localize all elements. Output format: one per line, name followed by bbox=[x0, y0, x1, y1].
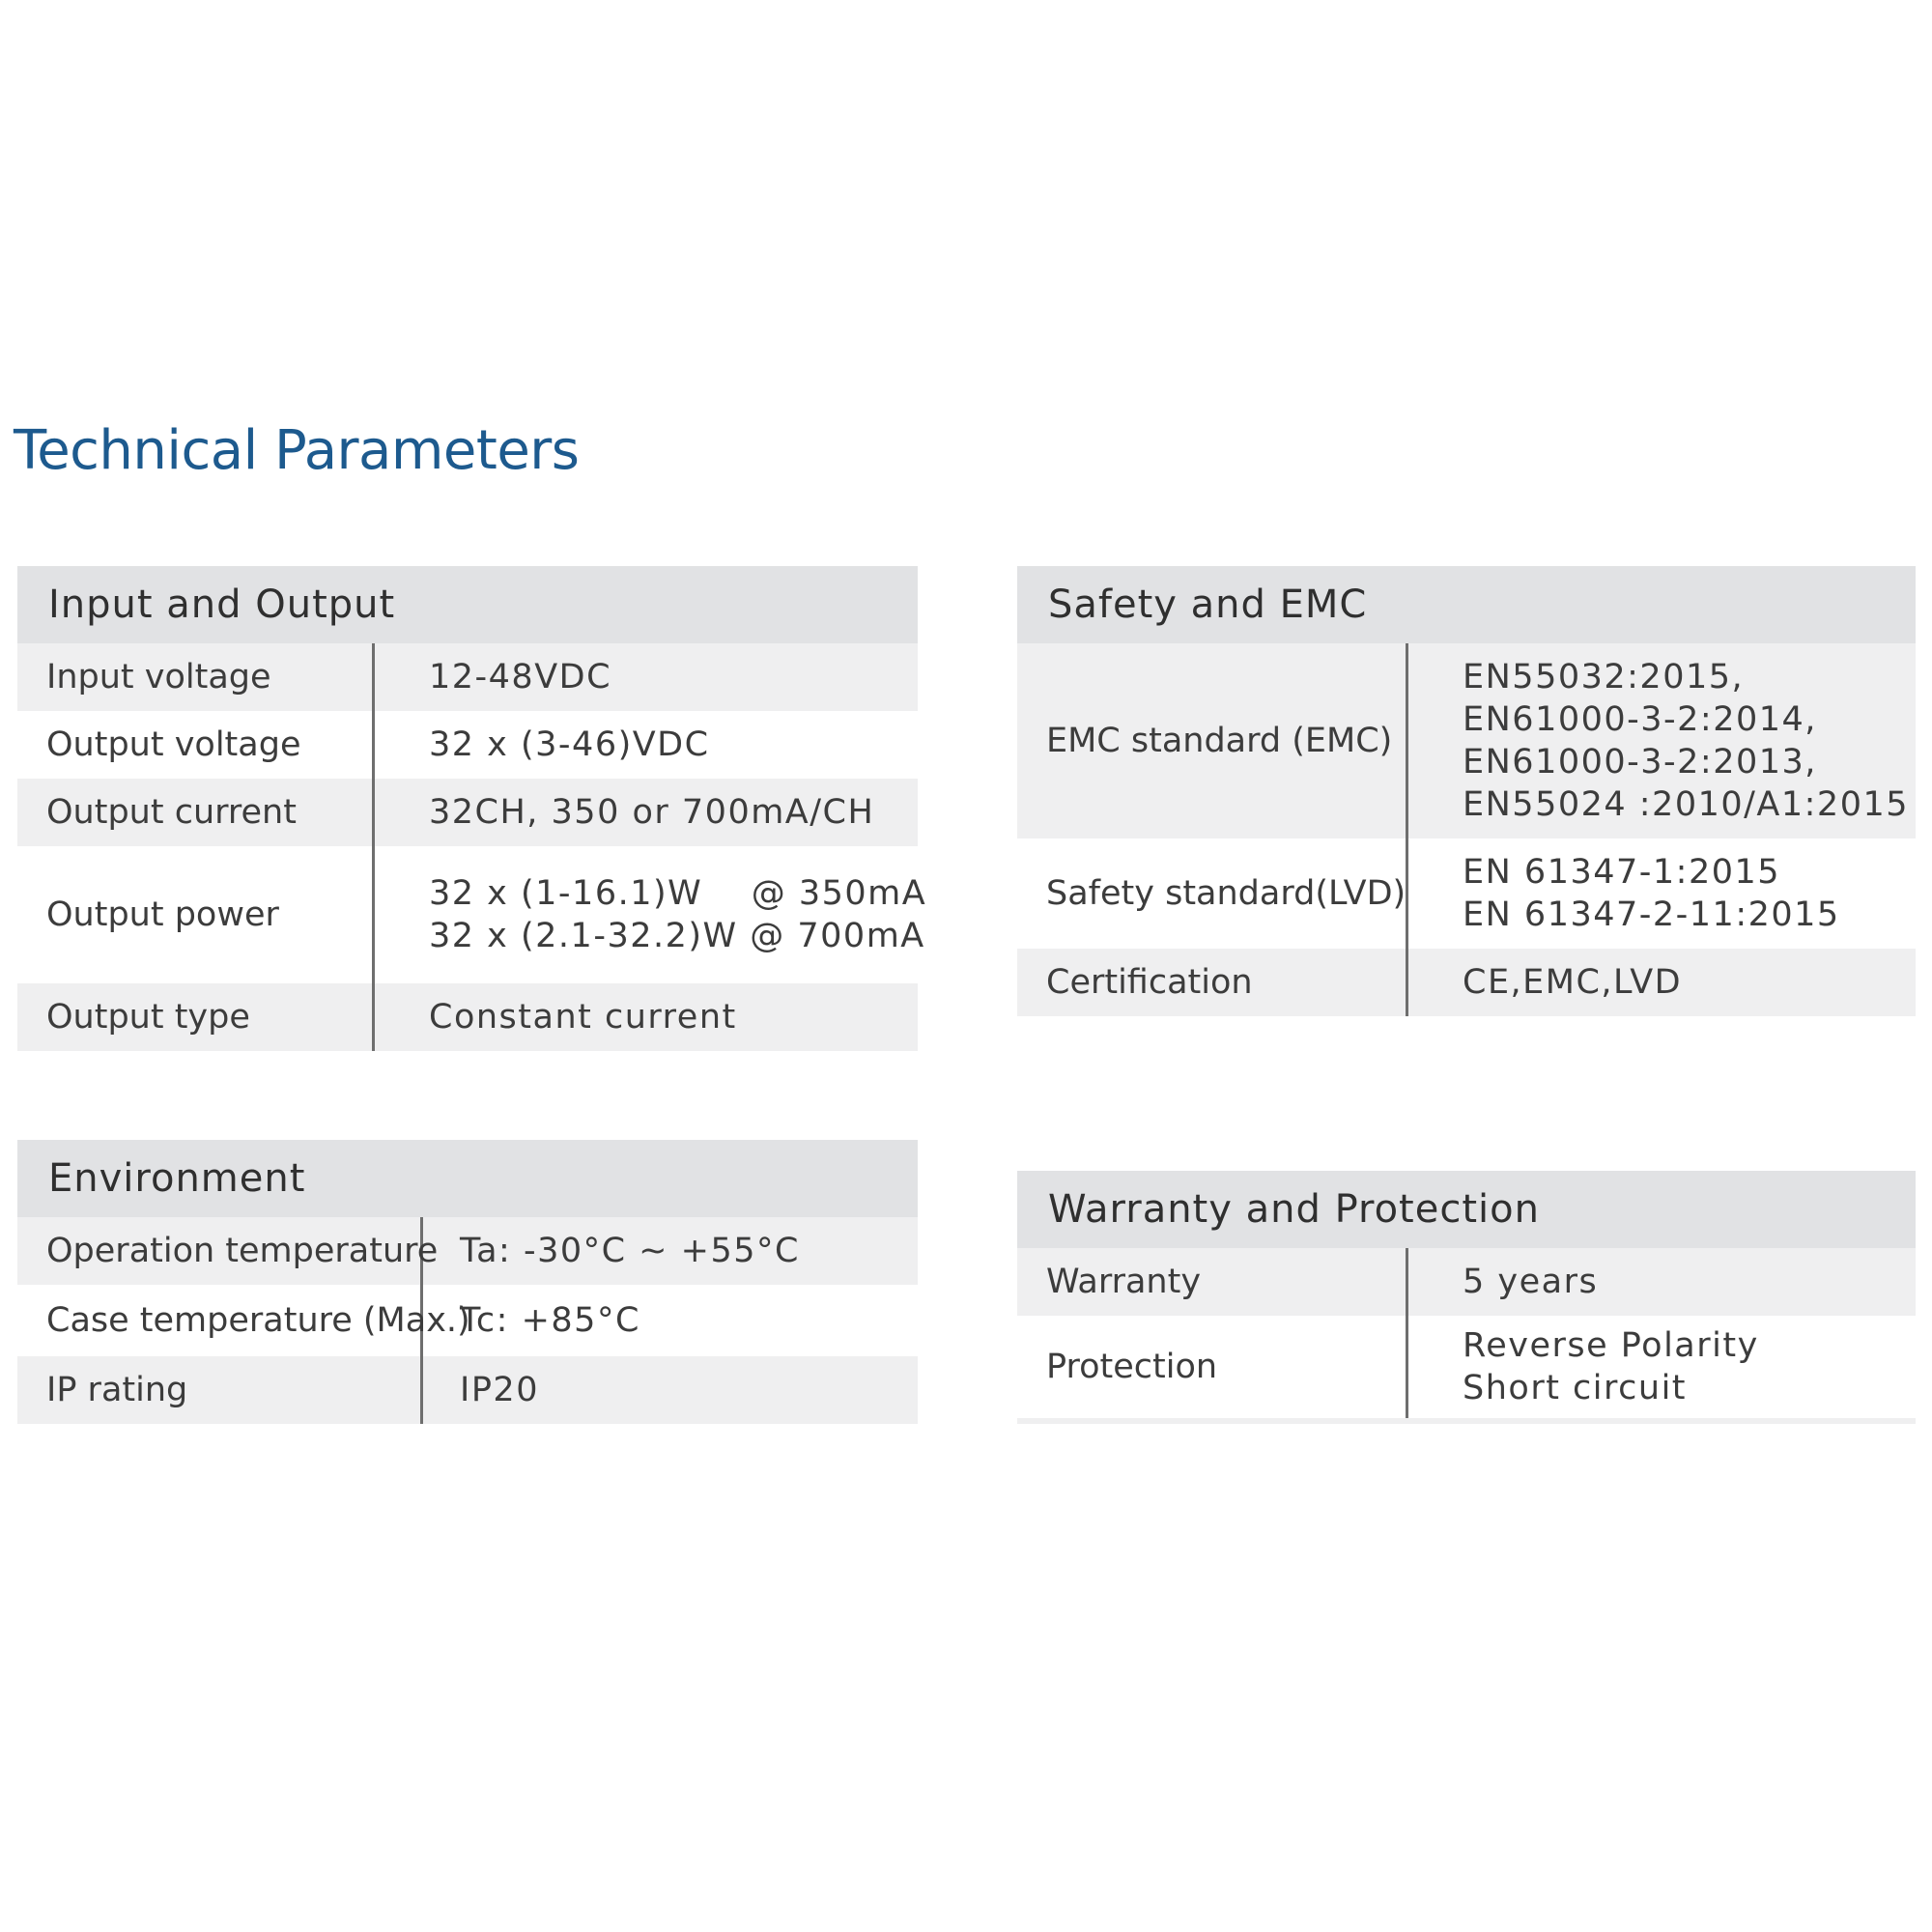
input-voltage-value: 12-48VDC bbox=[429, 658, 612, 696]
table-row bbox=[17, 983, 918, 1051]
output-power-label: Output power bbox=[17, 846, 375, 983]
output-current-value: 32CH, 350 or 700mA/CH bbox=[429, 793, 875, 832]
output-type-value: Constant current bbox=[429, 998, 737, 1037]
table-bottom-rule bbox=[1017, 1418, 1916, 1424]
environment-header: Environment bbox=[17, 1140, 918, 1217]
protection-label: Protection bbox=[1017, 1316, 1408, 1418]
output-voltage-value: 32 x (3-46)VDC bbox=[429, 725, 710, 764]
warranty-protection-table bbox=[1017, 1171, 1916, 1424]
protection-value: Reverse Polarity Short circuit bbox=[1463, 1326, 1759, 1407]
output-current-label: Output current bbox=[17, 779, 375, 846]
safety-standard-label: Safety standard(LVD) bbox=[1017, 838, 1408, 949]
table-row bbox=[17, 711, 918, 779]
safety-emc-header: Safety and EMC bbox=[1017, 566, 1916, 643]
table-row bbox=[17, 779, 918, 846]
case-temperature-label: Case temperature (Max.) bbox=[17, 1285, 423, 1356]
table-row bbox=[17, 643, 918, 711]
ip-rating-value: IP20 bbox=[460, 1371, 539, 1409]
emc-standard-label: EMC standard (EMC) bbox=[1017, 643, 1408, 838]
ip-rating-label: IP rating bbox=[17, 1356, 423, 1424]
input-output-header: Input and Output bbox=[17, 566, 918, 643]
table-row bbox=[1017, 643, 1916, 838]
table-row bbox=[1017, 1316, 1916, 1418]
table-row bbox=[1017, 838, 1916, 949]
operation-temperature-label: Operation temperature bbox=[17, 1217, 423, 1285]
table-row bbox=[1017, 949, 1916, 1016]
environment-table bbox=[17, 1140, 918, 1424]
safety-emc-table bbox=[1017, 566, 1916, 1016]
certification-value: CE,EMC,LVD bbox=[1463, 963, 1683, 1002]
input-voltage-label: Input voltage bbox=[17, 643, 375, 711]
certification-label: Certification bbox=[1017, 949, 1408, 1016]
warranty-label: Warranty bbox=[1017, 1248, 1408, 1316]
table-row bbox=[17, 1285, 918, 1356]
page-title: Technical Parameters bbox=[14, 419, 580, 482]
warranty-protection-header: Warranty and Protection bbox=[1017, 1171, 1916, 1248]
table-row bbox=[17, 1217, 918, 1285]
table-row bbox=[17, 1356, 918, 1424]
operation-temperature-value: Ta: -30°C ~ +55°C bbox=[460, 1232, 800, 1270]
output-type-label: Output type bbox=[17, 983, 375, 1051]
input-output-table bbox=[17, 566, 927, 1051]
table-row bbox=[1017, 1248, 1916, 1316]
table-row bbox=[17, 846, 927, 983]
case-temperature-value: Tc: +85°C bbox=[460, 1301, 640, 1340]
warranty-value: 5 years bbox=[1463, 1263, 1599, 1301]
output-voltage-label: Output voltage bbox=[17, 711, 375, 779]
emc-standard-value: EN55032:2015, EN61000-3-2:2014, EN61000-3-2:2013, EN55024 :2010/A1:2015 bbox=[1463, 658, 1909, 824]
output-power-value: 32 x (1-16.1)W @ 350mA 32 x (2.1-32.2)W @ 700mA bbox=[429, 874, 927, 955]
safety-standard-value: EN 61347-1:2015 EN 61347-2-11:2015 bbox=[1463, 853, 1840, 934]
